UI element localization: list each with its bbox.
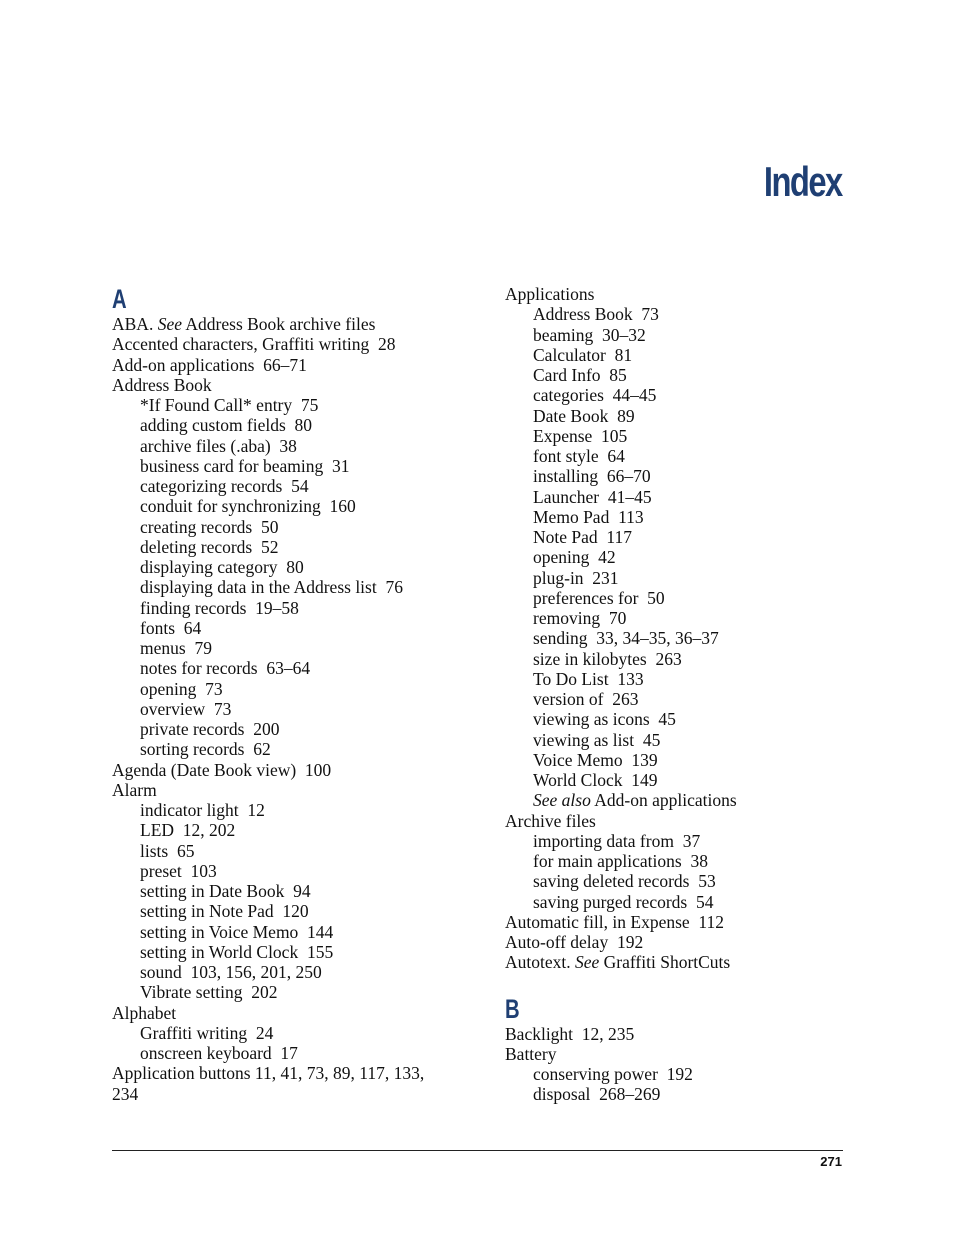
index-subentry: business card for beaming 31	[140, 455, 350, 476]
index-subentry: menus 79	[140, 638, 212, 658]
index-subentry: LED 12, 202	[140, 820, 236, 841]
index-entry: Archive files	[505, 810, 596, 831]
alarm-subentries	[112, 800, 452, 1003]
index-column-right	[505, 284, 845, 1105]
index-entry: Application buttons 11, 41, 73, 89, 117, 133, 234	[112, 1063, 425, 1104]
index-subentry: adding custom fields 80	[140, 415, 313, 436]
index-subentry: conduit for synchronizing 160	[140, 496, 356, 517]
index-subentry: preset 103	[140, 860, 217, 881]
index-subentry: disposal 268–269	[533, 1084, 661, 1105]
page-title: Index	[764, 158, 842, 205]
footer-rule	[112, 1150, 843, 1151]
index-subentry: Voice Memo 139	[533, 749, 658, 770]
index-subentry: private records 200	[140, 719, 280, 739]
index-subentry: Date Book 89	[533, 405, 635, 426]
index-subentry: Memo Pad 113	[533, 506, 644, 527]
index-entry: Applications	[505, 284, 595, 304]
page-number: 271	[820, 1154, 842, 1169]
index-subentry: archive files (.aba) 38	[140, 435, 297, 456]
index-subentry: displaying category 80	[140, 557, 304, 577]
index-subentry: creating records 50	[140, 516, 279, 537]
index-subentry: Expense 105	[533, 425, 628, 446]
section-letter-b: B	[505, 993, 520, 1024]
index-subentry: Launcher 41–45	[533, 486, 652, 507]
index-subentry: viewing as list 45	[533, 729, 661, 750]
index-entry: Backlight 12, 235	[505, 1023, 635, 1044]
applications-subentries	[505, 304, 845, 790]
index-subentry: displaying data in the Address list 76	[140, 577, 403, 598]
index-subentry: onscreen keyboard 17	[140, 1043, 298, 1063]
index-subentry: Note Pad 117	[533, 527, 632, 547]
address-book-subentries	[112, 395, 452, 760]
index-subentry: Address Book 73	[533, 304, 659, 325]
section-letter-a: A	[112, 284, 127, 314]
index-subentry: for main applications 38	[533, 851, 708, 871]
index-subentry: saving purged records 54	[533, 891, 714, 912]
index-subentry: notes for records 63–64	[140, 658, 311, 679]
index-subentry: lists 65	[140, 840, 195, 861]
index-subentry: Card Info 85	[533, 365, 627, 385]
index-column-left	[112, 284, 452, 1104]
index-entry: Add-on applications 66–71	[112, 354, 307, 375]
index-entry: Autotext. See Graffiti ShortCuts	[505, 952, 731, 973]
index-subentry: plug-in 231	[533, 567, 619, 588]
index-subentry: sound 103, 156, 201, 250	[140, 962, 322, 982]
index-subentry: beaming 30–32	[533, 324, 646, 345]
index-entry: Accented characters, Graffiti writing 28	[112, 334, 396, 355]
index-subentry: opening 73	[140, 678, 223, 699]
index-entry: ABA. See Address Book archive files	[112, 314, 376, 334]
index-entry: Address Book	[112, 374, 212, 395]
index-subentry: installing 66–70	[533, 466, 651, 487]
index-subentry: font style 64	[533, 446, 625, 466]
index-entry: Alarm	[112, 779, 157, 800]
index-entry: Automatic fill, in Expense 112	[505, 911, 725, 932]
index-subentry: setting in Voice Memo 144	[140, 921, 334, 942]
index-subentry: fonts 64	[140, 617, 202, 638]
index-subentry: setting in Date Book 94	[140, 881, 311, 901]
index-subentry: finding records 19–58	[140, 597, 299, 618]
index-subentry: version of 263	[533, 689, 639, 709]
index-subentry: indicator light 12	[140, 800, 265, 820]
index-subentry: categorizing records 54	[140, 476, 309, 496]
index-subentry: preferences for 50	[533, 587, 665, 608]
index-entry: Battery	[505, 1043, 557, 1064]
index-subentry: Vibrate setting 202	[140, 982, 278, 1003]
index-subentry: categories 44–45	[533, 385, 657, 406]
index-subentry: importing data from 37	[533, 830, 701, 851]
alphabet-subentries	[112, 1023, 452, 1064]
index-subentry: overview 73	[140, 698, 232, 719]
index-subentry: *If Found Call* entry 75	[140, 395, 319, 415]
index-subentry: setting in Note Pad 120	[140, 901, 309, 922]
index-subentry: Calculator 81	[533, 344, 633, 365]
index-subentry: viewing as icons 45	[533, 709, 676, 730]
index-subentry: conserving power 192	[533, 1064, 693, 1084]
index-entry: Alphabet	[112, 1002, 177, 1023]
index-subentry: sorting records 62	[140, 739, 271, 760]
index-subentry: setting in World Clock 155	[140, 941, 334, 962]
index-subentry: World Clock 149	[533, 770, 658, 790]
index-subentry: opening 42	[533, 547, 616, 568]
archive-subentries	[505, 831, 845, 912]
index-subentry: Graffiti writing 24	[140, 1022, 274, 1043]
index-subentry: See also Add-on applications	[533, 790, 737, 811]
index-subentry: To Do List 133	[533, 668, 644, 689]
index-subentry: saving deleted records 53	[533, 871, 716, 892]
index-subentry: removing 70	[533, 608, 627, 628]
index-entry: Auto-off delay 192	[505, 932, 644, 952]
battery-subentries	[505, 1064, 845, 1105]
index-entry: Agenda (Date Book view) 100	[112, 759, 332, 780]
index-subentry: sending 33, 34–35, 36–37	[533, 628, 719, 649]
index-subentry: deleting records 52	[140, 536, 279, 557]
index-subentry: size in kilobytes 263	[533, 648, 682, 669]
